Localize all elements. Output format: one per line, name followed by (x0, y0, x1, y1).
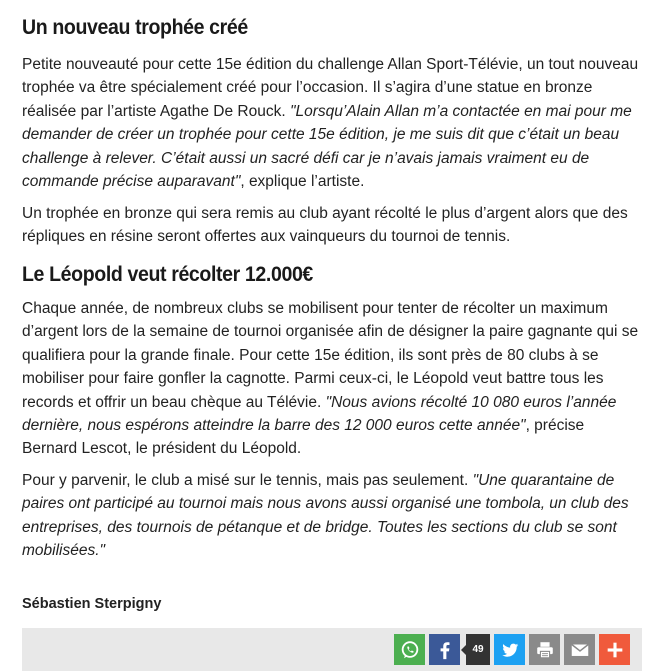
facebook-icon (434, 639, 456, 661)
author-name: Sébastien Sterpigny (22, 596, 162, 612)
paragraph-text: Pour y parvenir, le club a misé sur le tennis, mais pas seulement. (22, 472, 473, 489)
paragraph-text: , précise Bernard Lescot, le président du Léopold. (22, 417, 585, 458)
paragraph-club-actions (22, 469, 642, 563)
quote-text: "Une quarantaine de paires ont participé au tournoi mais nous avons aussi organisé une tombola, un club des entreprises, des tournois de pétanque et de bridge. Toutes les sections du club se sont mobilisées." (22, 472, 629, 560)
paragraph-text: Petite nouveauté pour cette 15e édition du challenge Allan Sport-Télévie, un tout nouveau trophée va être spécialement créé pour l’occasion. Il s’agira d’une statue en bronze réalisée par l’artiste Agathe De Rouck. (22, 56, 639, 120)
section-heading-trophy: Un nouveau trophée créé (22, 16, 248, 39)
paragraph-trophy-detail: Un trophée en bronze qui sera remis au club ayant récolté le plus d’argent alors que des répliques en résine seront offertes aux vainqueurs du tournoi de tennis. (22, 205, 628, 246)
facebook-share-button[interactable] (429, 634, 460, 665)
quote-text: "Lorsqu’Alain Allan m’a contactée en mai pour me demander de créer un trophée pour cette 15e édition, je me suis dit que c’était un beau challenge à relever. C’était aussi un sacré défi car je n’avais jamais vraiment eu de commande précise auparavant" (22, 102, 632, 191)
twitter-share-button[interactable] (494, 634, 525, 665)
more-share-button[interactable] (599, 634, 630, 665)
print-icon (534, 639, 556, 661)
share-buttons (394, 634, 630, 665)
whatsapp-icon (399, 639, 421, 661)
paragraph-text: Chaque année, de nombreux clubs se mobilisent pour tenter de récolter un maximum d’argent lors de la semaine de tournoi organisée afin de désigner la paire gagnante qui se qualifiera pour la grande finale. Pour cette 15e édition, ils sont près de 80 clubs à se mobiliser pour faire gonfler la cagnotte. Parmi ceux-ci, le Léopold veut battre tous les records et offrir un beau chèque au Télévie. (22, 300, 639, 411)
paragraph-leopold-goal (22, 297, 642, 461)
email-share-button[interactable] (564, 634, 595, 665)
whatsapp-share-button[interactable] (394, 634, 425, 665)
paragraph-trophy-intro (22, 53, 642, 193)
share-count-badge: 49 (466, 634, 490, 665)
section-heading-leopold: Le Léopold veut récolter 12.000€ (22, 263, 313, 286)
print-button[interactable] (529, 634, 560, 665)
mail-icon (569, 639, 591, 661)
plus-icon (604, 639, 626, 661)
paragraph-text: , explique l’artiste. (240, 173, 365, 191)
twitter-icon (499, 639, 521, 661)
share-bar (22, 628, 642, 671)
quote-text: "Nous avions récolté 10 080 euros l’année dernière, nous espérons atteindre la barre des 12 000 euros cette année" (22, 393, 617, 435)
